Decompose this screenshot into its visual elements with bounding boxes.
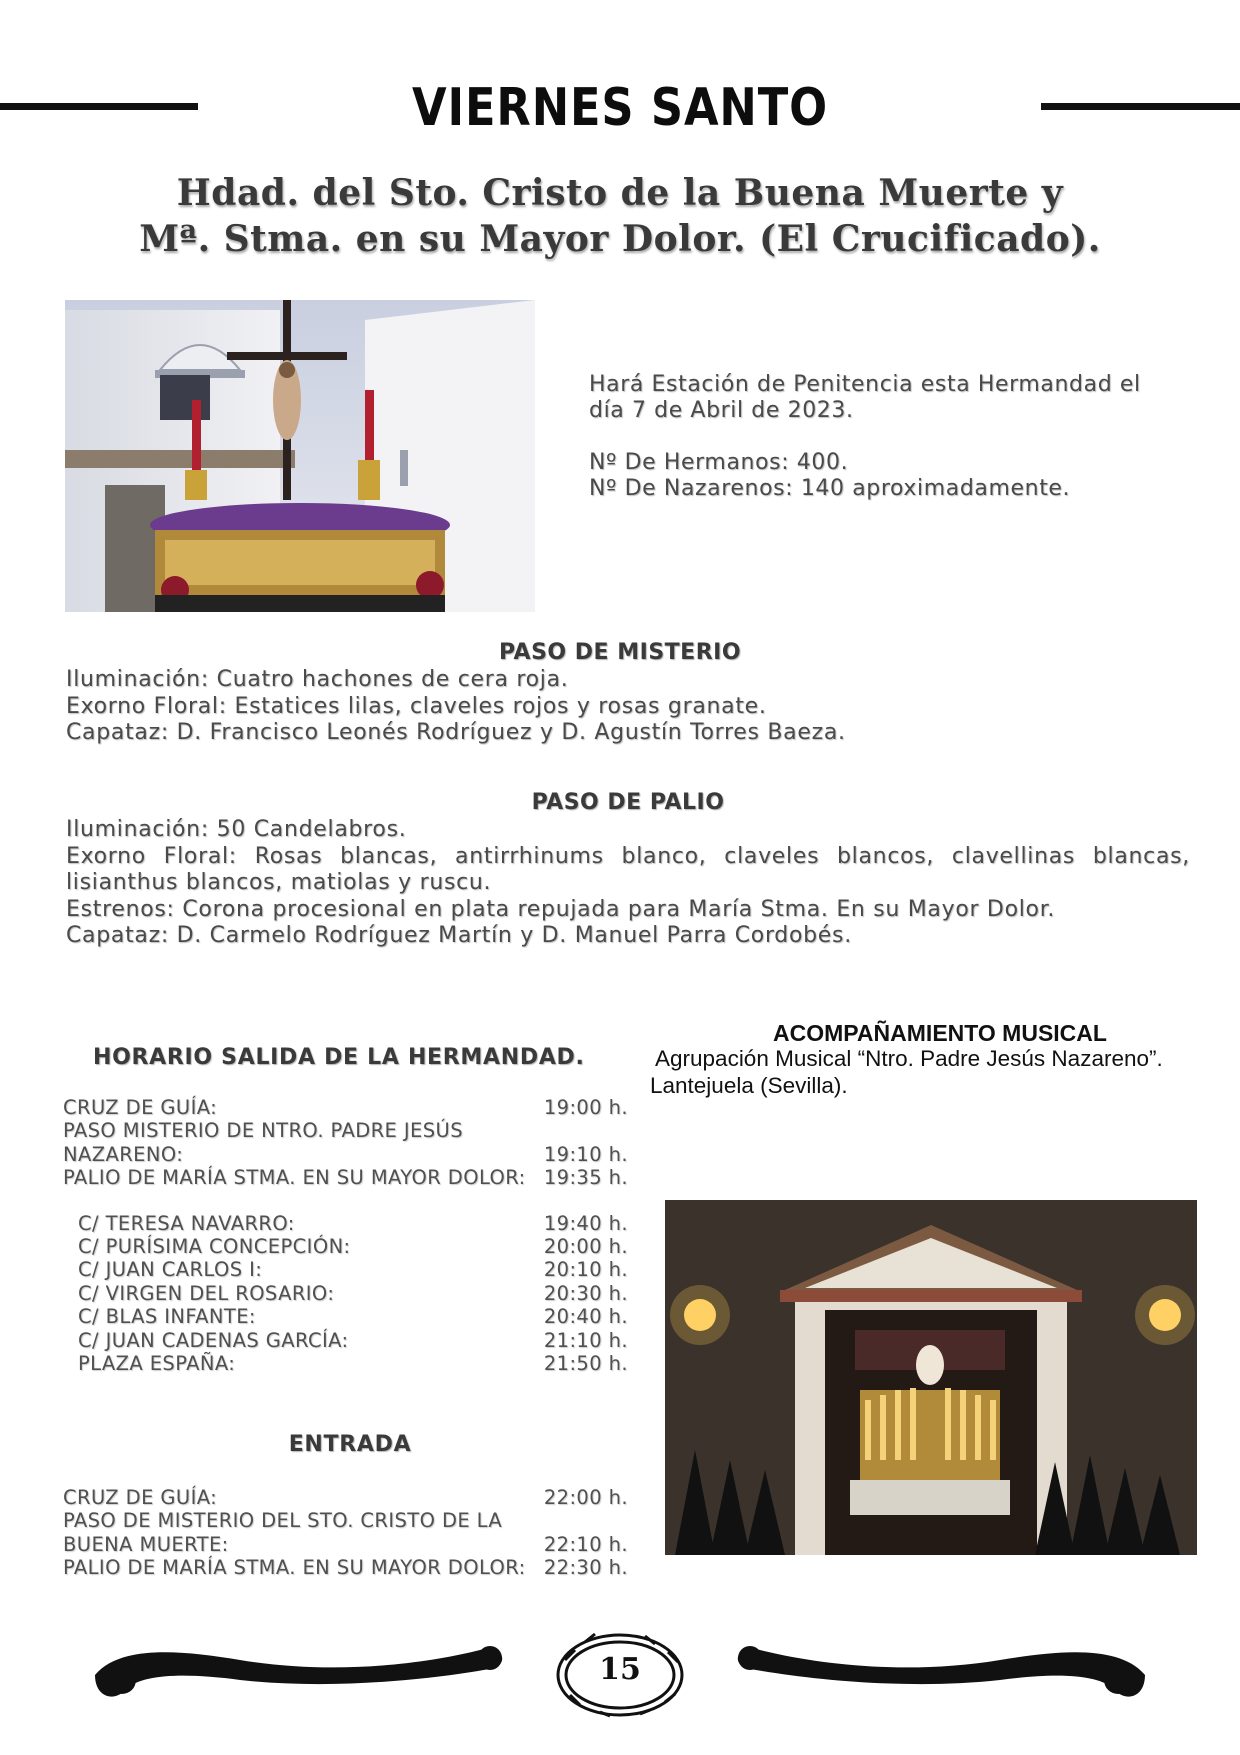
page-number: 15 xyxy=(599,1652,641,1687)
street-row xyxy=(63,1352,628,1375)
street-row xyxy=(63,1258,628,1281)
paso-misterio-heading: PASO DE MISTERIO xyxy=(498,640,742,665)
entry-time: 22:00 h. xyxy=(543,1486,628,1509)
paso-palio-details xyxy=(66,817,1190,950)
intro-date: día 7 de Abril de 2023. xyxy=(589,398,854,423)
entry-label: CRUZ DE GUÍA: xyxy=(63,1486,218,1509)
street-time: 21:50 h. xyxy=(543,1352,628,1376)
schedule-title: HORARIO SALIDA DE LA HERMANDAD. xyxy=(93,1045,585,1070)
street-time: 20:00 h. xyxy=(543,1235,628,1259)
brothers-count: Nº De Hermanos: 400. xyxy=(589,450,849,475)
street-time: 20:10 h. xyxy=(543,1258,628,1282)
street-label: C/ JUAN CARLOS I: xyxy=(78,1258,263,1282)
paso-misterio-details xyxy=(66,667,1196,747)
paso-palio-estrenos: Estrenos: Corona procesional en plata repujada para María Stma. En su Mayor Dolor. xyxy=(66,896,1056,922)
schedule-label: CRUZ DE GUÍA: xyxy=(63,1096,218,1119)
entry-time: 22:10 h. xyxy=(543,1532,628,1556)
music-title: ACOMPAÑAMIENTO MUSICAL xyxy=(773,1020,1107,1046)
street-time: 19:40 h. xyxy=(543,1211,628,1235)
music-band: Agrupación Musical “Ntro. Padre Jesús Nazareno”. xyxy=(650,1046,1163,1071)
schedule-time: 19:00 h. xyxy=(543,1096,628,1119)
entry-row xyxy=(63,1486,628,1509)
paso-palio-capataz: Capataz: D. Carmelo Rodríguez Martín y D. Manuel Parra Cordobés. xyxy=(66,923,852,948)
street-row xyxy=(63,1282,628,1305)
intro-text xyxy=(589,372,1189,528)
page-title: VIERNES SANTO xyxy=(412,78,828,138)
entry-label: PASO DE MISTERIO DEL STO. CRISTO DE LA BUENA MUERTE: xyxy=(63,1509,503,1556)
street-time: 21:10 h. xyxy=(543,1328,628,1352)
street-time: 20:40 h. xyxy=(543,1305,628,1329)
music-details xyxy=(650,1045,1230,1099)
crucifix-float-photo xyxy=(65,300,535,612)
schedule-row xyxy=(63,1166,628,1189)
paso-misterio-flowers: Exorno Floral: Estatices lilas, claveles rojos y rosas granate. xyxy=(66,693,767,719)
paso-misterio-capataz: Capataz: D. Francisco Leonés Rodríguez y D. Agustín Torres Baeza. xyxy=(66,720,846,745)
street-label: C/ JUAN CADENAS GARCÍA: xyxy=(78,1328,349,1352)
street-label: C/ BLAS INFANTE: xyxy=(78,1305,256,1329)
street-label: C/ TERESA NAVARRO: xyxy=(78,1211,295,1235)
street-label: C/ PURÍSIMA CONCEPCIÓN: xyxy=(78,1235,351,1259)
brotherhood-title-line-1: Hdad. del Sto. Cristo de la Buena Muerte y xyxy=(176,172,1064,214)
street-time: 20:30 h. xyxy=(543,1281,628,1305)
street-row xyxy=(63,1212,628,1235)
schedule-time: 19:35 h. xyxy=(543,1166,628,1190)
nazarenes-count: Nº De Nazarenos: 140 aproximadamente. xyxy=(589,476,1071,501)
schedule-label: PASO MISTERIO DE NTRO. PADRE JESÚS NAZARENO: xyxy=(63,1119,463,1166)
street-row xyxy=(63,1329,628,1352)
palio-night-photo xyxy=(665,1200,1197,1555)
entry-time: 22:30 h. xyxy=(543,1556,628,1580)
paso-palio-lighting: Iluminación: 50 Candelabros. xyxy=(66,817,407,842)
entry-row xyxy=(63,1556,628,1579)
brotherhood-title-line-2: Mª. Stma. en su Mayor Dolor. (El Crucificado). xyxy=(139,218,1101,260)
paso-palio-heading: PASO DE PALIO xyxy=(531,790,725,815)
schedule-time: 19:10 h. xyxy=(543,1142,628,1166)
schedule-row xyxy=(63,1119,628,1166)
street-label: PLAZA ESPAÑA: xyxy=(78,1352,236,1376)
street-label: C/ VIRGEN DEL ROSARIO: xyxy=(78,1281,335,1305)
brotherhood-title xyxy=(100,170,1140,262)
entry-row xyxy=(63,1509,628,1556)
paso-palio-flowers: Exorno Floral: Rosas blancas, antirrhinums blanco, claveles blancos, clavellinas blancas, lisianthus blancos, matiolas y ruscu. xyxy=(66,843,1190,895)
intro-line: Hará Estación de Penitencia esta Hermandad el xyxy=(589,372,1141,397)
departure-schedule xyxy=(63,1096,628,1375)
street-row xyxy=(63,1235,628,1258)
street-row xyxy=(63,1305,628,1328)
schedule-row xyxy=(63,1096,628,1119)
music-town: Lantejuela (Sevilla). xyxy=(650,1073,848,1098)
entry-label: PALIO DE MARÍA STMA. EN SU MAYOR DOLOR: xyxy=(63,1556,526,1580)
paso-misterio-lighting: Iluminación: Cuatro hachones de cera roja. xyxy=(66,667,569,692)
entry-schedule xyxy=(63,1486,628,1580)
entrada-title: ENTRADA xyxy=(288,1432,412,1457)
schedule-label: PALIO DE MARÍA STMA. EN SU MAYOR DOLOR: xyxy=(63,1166,526,1190)
